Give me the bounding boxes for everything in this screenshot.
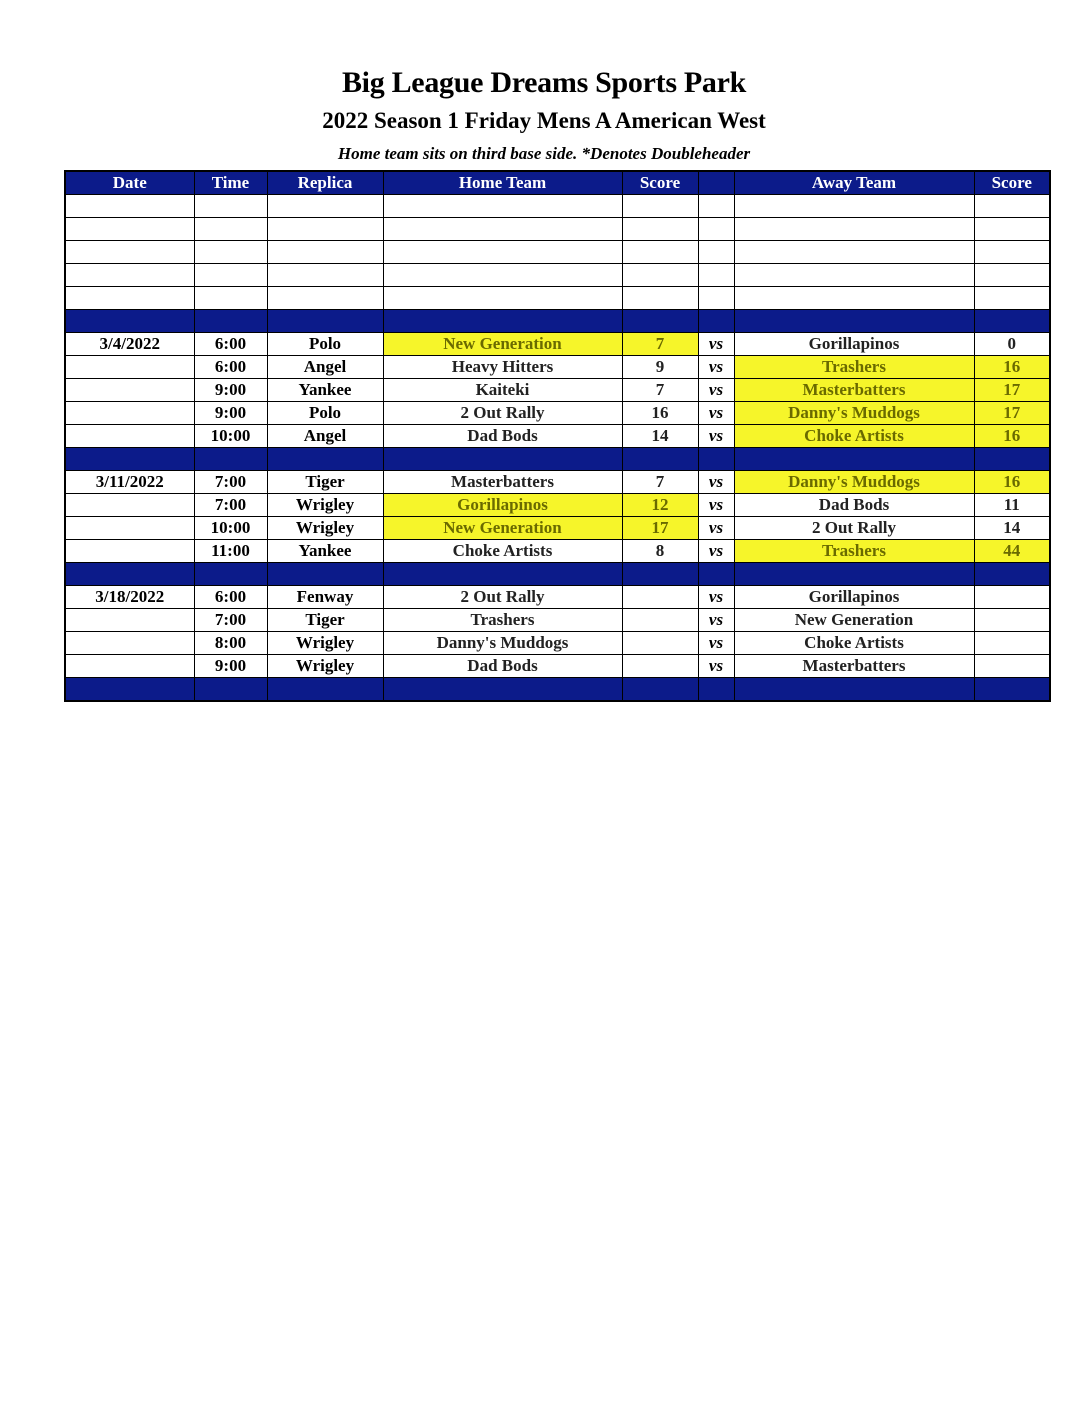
field-replica: Polo	[267, 402, 383, 425]
away-score	[974, 655, 1050, 678]
home-team: Dad Bods	[383, 655, 622, 678]
column-header: Replica	[267, 171, 383, 195]
empty-cell	[698, 195, 734, 218]
column-header: Away Team	[734, 171, 974, 195]
versus-label: vs	[698, 402, 734, 425]
home-team: Kaiteki	[383, 379, 622, 402]
home-team: 2 Out Rally	[383, 402, 622, 425]
empty-cell	[698, 310, 734, 333]
empty-cell	[383, 563, 622, 586]
empty-cell	[267, 287, 383, 310]
empty-cell	[65, 678, 194, 702]
separator-row	[65, 448, 1050, 471]
game-time: 10:00	[194, 425, 267, 448]
empty-cell	[622, 241, 698, 264]
empty-cell	[974, 241, 1050, 264]
game-row	[65, 655, 1050, 678]
game-row	[65, 471, 1050, 494]
home-score: 16	[622, 402, 698, 425]
game-row	[65, 402, 1050, 425]
versus-label: vs	[698, 655, 734, 678]
home-team: Choke Artists	[383, 540, 622, 563]
game-row	[65, 632, 1050, 655]
empty-cell	[65, 264, 194, 287]
game-time: 9:00	[194, 402, 267, 425]
column-header: Score	[974, 171, 1050, 195]
game-time: 6:00	[194, 356, 267, 379]
home-score: 8	[622, 540, 698, 563]
empty-cell	[194, 287, 267, 310]
game-row	[65, 425, 1050, 448]
home-score: 14	[622, 425, 698, 448]
away-team: Masterbatters	[734, 655, 974, 678]
empty-cell	[267, 448, 383, 471]
empty-cell	[622, 563, 698, 586]
empty-cell	[383, 310, 622, 333]
field-replica: Tiger	[267, 471, 383, 494]
empty-row	[65, 218, 1050, 241]
empty-cell	[65, 241, 194, 264]
versus-label: vs	[698, 540, 734, 563]
empty-cell	[698, 218, 734, 241]
empty-cell	[65, 655, 194, 678]
schedule-table	[64, 170, 1051, 702]
away-team: Choke Artists	[734, 632, 974, 655]
away-score: 0	[974, 333, 1050, 356]
home-team: Gorillapinos	[383, 494, 622, 517]
field-replica: Fenway	[267, 586, 383, 609]
empty-cell	[65, 356, 194, 379]
empty-cell	[65, 494, 194, 517]
empty-cell	[65, 379, 194, 402]
empty-cell	[383, 448, 622, 471]
empty-cell	[734, 448, 974, 471]
empty-cell	[698, 241, 734, 264]
away-score: 17	[974, 402, 1050, 425]
game-time: 10:00	[194, 517, 267, 540]
versus-label: vs	[698, 494, 734, 517]
away-score: 11	[974, 494, 1050, 517]
empty-cell	[622, 310, 698, 333]
home-score: 17	[622, 517, 698, 540]
empty-cell	[65, 310, 194, 333]
separator-row	[65, 678, 1050, 702]
empty-cell	[622, 448, 698, 471]
versus-label: vs	[698, 356, 734, 379]
empty-cell	[65, 632, 194, 655]
home-score	[622, 632, 698, 655]
home-team: New Generation	[383, 517, 622, 540]
game-row	[65, 379, 1050, 402]
empty-cell	[974, 264, 1050, 287]
empty-cell	[194, 448, 267, 471]
away-team: Dad Bods	[734, 494, 974, 517]
page-title: Big League Dreams Sports Park	[341, 66, 747, 99]
away-score: 44	[974, 540, 1050, 563]
field-replica: Yankee	[267, 379, 383, 402]
game-row	[65, 540, 1050, 563]
away-score: 16	[974, 356, 1050, 379]
empty-cell	[65, 218, 194, 241]
game-row	[65, 586, 1050, 609]
away-score: 16	[974, 425, 1050, 448]
game-time: 6:00	[194, 333, 267, 356]
empty-cell	[383, 241, 622, 264]
empty-cell	[194, 563, 267, 586]
away-team: Trashers	[734, 540, 974, 563]
game-time: 8:00	[194, 632, 267, 655]
empty-cell	[65, 609, 194, 632]
away-team: Gorillapinos	[734, 333, 974, 356]
versus-label: vs	[698, 609, 734, 632]
empty-cell	[383, 264, 622, 287]
empty-cell	[974, 563, 1050, 586]
column-header: Date	[65, 171, 194, 195]
empty-cell	[65, 448, 194, 471]
versus-label: vs	[698, 632, 734, 655]
empty-cell	[267, 195, 383, 218]
empty-cell	[65, 517, 194, 540]
empty-cell	[698, 264, 734, 287]
home-score: 12	[622, 494, 698, 517]
column-header: Home Team	[383, 171, 622, 195]
game-date: 3/11/2022	[65, 471, 194, 494]
away-score: 14	[974, 517, 1050, 540]
empty-cell	[194, 264, 267, 287]
empty-cell	[267, 563, 383, 586]
game-time: 9:00	[194, 379, 267, 402]
empty-cell	[974, 218, 1050, 241]
empty-cell	[974, 195, 1050, 218]
empty-cell	[267, 264, 383, 287]
empty-cell	[65, 195, 194, 218]
versus-label: vs	[698, 333, 734, 356]
game-time: 9:00	[194, 655, 267, 678]
empty-cell	[194, 195, 267, 218]
field-replica: Tiger	[267, 609, 383, 632]
game-row	[65, 494, 1050, 517]
home-team: 2 Out Rally	[383, 586, 622, 609]
empty-cell	[65, 540, 194, 563]
empty-cell	[698, 678, 734, 702]
home-team: Masterbatters	[383, 471, 622, 494]
field-replica: Wrigley	[267, 494, 383, 517]
empty-cell	[698, 563, 734, 586]
away-team: New Generation	[734, 609, 974, 632]
empty-cell	[734, 287, 974, 310]
empty-cell	[622, 678, 698, 702]
game-time: 11:00	[194, 540, 267, 563]
away-score	[974, 632, 1050, 655]
field-replica: Angel	[267, 425, 383, 448]
versus-label: vs	[698, 586, 734, 609]
game-time: 6:00	[194, 586, 267, 609]
empty-row	[65, 195, 1050, 218]
away-team: Danny's Muddogs	[734, 471, 974, 494]
empty-row	[65, 264, 1050, 287]
column-header: Time	[194, 171, 267, 195]
home-team: Heavy Hitters	[383, 356, 622, 379]
versus-label: vs	[698, 379, 734, 402]
empty-cell	[194, 678, 267, 702]
empty-cell	[65, 425, 194, 448]
empty-cell	[734, 264, 974, 287]
home-score: 7	[622, 471, 698, 494]
empty-cell	[974, 448, 1050, 471]
empty-cell	[974, 310, 1050, 333]
game-row	[65, 333, 1050, 356]
table-header-row	[65, 171, 1050, 195]
empty-cell	[974, 287, 1050, 310]
home-score	[622, 586, 698, 609]
empty-cell	[622, 195, 698, 218]
game-date: 3/18/2022	[65, 586, 194, 609]
game-time: 7:00	[194, 471, 267, 494]
empty-cell	[65, 287, 194, 310]
empty-cell	[734, 218, 974, 241]
away-score	[974, 586, 1050, 609]
home-score	[622, 609, 698, 632]
empty-cell	[194, 218, 267, 241]
field-replica: Polo	[267, 333, 383, 356]
home-score: 7	[622, 379, 698, 402]
empty-cell	[383, 287, 622, 310]
home-score: 7	[622, 333, 698, 356]
separator-row	[65, 563, 1050, 586]
empty-cell	[734, 678, 974, 702]
empty-cell	[698, 448, 734, 471]
game-row	[65, 517, 1050, 540]
page-subtitle: 2022 Season 1 Friday Mens A American West	[322, 108, 766, 133]
empty-cell	[267, 241, 383, 264]
versus-label: vs	[698, 517, 734, 540]
empty-cell	[622, 218, 698, 241]
empty-cell	[383, 218, 622, 241]
away-score	[974, 609, 1050, 632]
empty-cell	[267, 218, 383, 241]
empty-cell	[734, 310, 974, 333]
home-score	[622, 655, 698, 678]
versus-label: vs	[698, 471, 734, 494]
empty-cell	[622, 287, 698, 310]
game-time: 7:00	[194, 494, 267, 517]
away-team: 2 Out Rally	[734, 517, 974, 540]
empty-cell	[194, 241, 267, 264]
field-replica: Angel	[267, 356, 383, 379]
game-row	[65, 609, 1050, 632]
empty-cell	[734, 195, 974, 218]
empty-cell	[194, 310, 267, 333]
empty-cell	[698, 287, 734, 310]
empty-cell	[974, 678, 1050, 702]
empty-cell	[65, 563, 194, 586]
empty-row	[65, 287, 1050, 310]
field-replica: Yankee	[267, 540, 383, 563]
home-score: 9	[622, 356, 698, 379]
home-team: Trashers	[383, 609, 622, 632]
home-team: New Generation	[383, 333, 622, 356]
away-score: 16	[974, 471, 1050, 494]
away-team: Choke Artists	[734, 425, 974, 448]
empty-cell	[622, 264, 698, 287]
away-team: Gorillapinos	[734, 586, 974, 609]
versus-label: vs	[698, 425, 734, 448]
home-team: Dad Bods	[383, 425, 622, 448]
away-team: Trashers	[734, 356, 974, 379]
game-date: 3/4/2022	[65, 333, 194, 356]
column-header	[698, 171, 734, 195]
away-team: Danny's Muddogs	[734, 402, 974, 425]
game-row	[65, 356, 1050, 379]
empty-cell	[734, 241, 974, 264]
field-replica: Wrigley	[267, 517, 383, 540]
field-replica: Wrigley	[267, 632, 383, 655]
empty-cell	[65, 402, 194, 425]
separator-row	[65, 310, 1050, 333]
schedule-note: Home team sits on third base side. *Denotes Doubleheader	[337, 144, 751, 163]
away-team: Masterbatters	[734, 379, 974, 402]
empty-row	[65, 241, 1050, 264]
home-team: Danny's Muddogs	[383, 632, 622, 655]
game-time: 7:00	[194, 609, 267, 632]
field-replica: Wrigley	[267, 655, 383, 678]
away-score: 17	[974, 379, 1050, 402]
empty-cell	[734, 563, 974, 586]
empty-cell	[267, 310, 383, 333]
empty-cell	[383, 678, 622, 702]
empty-cell	[267, 678, 383, 702]
empty-cell	[383, 195, 622, 218]
column-header: Score	[622, 171, 698, 195]
